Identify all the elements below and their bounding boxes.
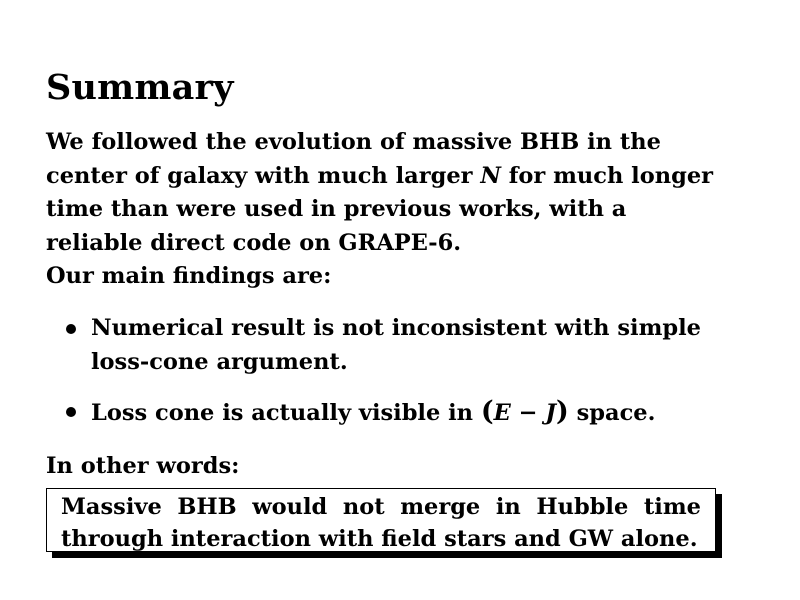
intro-line: reliable direct code on GRAPE-6.	[46, 229, 462, 256]
conclusion-word: merge	[400, 494, 481, 520]
intro-paragraph	[46, 126, 766, 294]
conclusion-word: BHB	[177, 494, 237, 520]
conclusion-box	[46, 488, 716, 552]
findings-list	[66, 312, 766, 431]
intro-text: center of galaxy with much larger	[46, 162, 481, 189]
conclusion-word: time	[643, 494, 701, 520]
conclusion-word: not	[342, 494, 385, 520]
intro-line	[46, 160, 766, 194]
finding-text: Loss cone is actually visible in	[91, 400, 481, 426]
paren-close: )	[555, 396, 569, 427]
math-symbol-n: N	[480, 162, 501, 189]
finding-line: loss-cone argument.	[91, 348, 348, 375]
conclusion-line	[61, 491, 701, 523]
findings-lead-in: Our main findings are:	[46, 263, 332, 289]
list-item	[66, 395, 766, 431]
conclusion-word: in	[495, 494, 521, 520]
intro-text: for much longer	[500, 162, 713, 189]
slide-title: Summary	[46, 67, 234, 108]
finding-line: Numerical result is not inconsistent with simple	[91, 315, 701, 341]
bullet-icon	[66, 324, 76, 334]
intro-line: We followed the evolution of massive BHB in the	[46, 129, 661, 155]
paren-open: (	[480, 396, 494, 427]
other-words-label: In other words:	[46, 453, 240, 479]
intro-line: time than were used in previous works, with a	[46, 196, 627, 222]
finding-text: space.	[568, 400, 656, 426]
list-item	[66, 312, 766, 379]
conclusion-word: would	[252, 494, 328, 520]
math-expression: E − J	[493, 400, 556, 426]
conclusion-word: Massive	[61, 494, 162, 520]
finding-line	[91, 395, 766, 431]
conclusion-word: Hubble	[536, 494, 629, 520]
bullet-icon	[66, 407, 76, 417]
conclusion-line: through interaction with field stars and GW alone.	[61, 526, 698, 552]
